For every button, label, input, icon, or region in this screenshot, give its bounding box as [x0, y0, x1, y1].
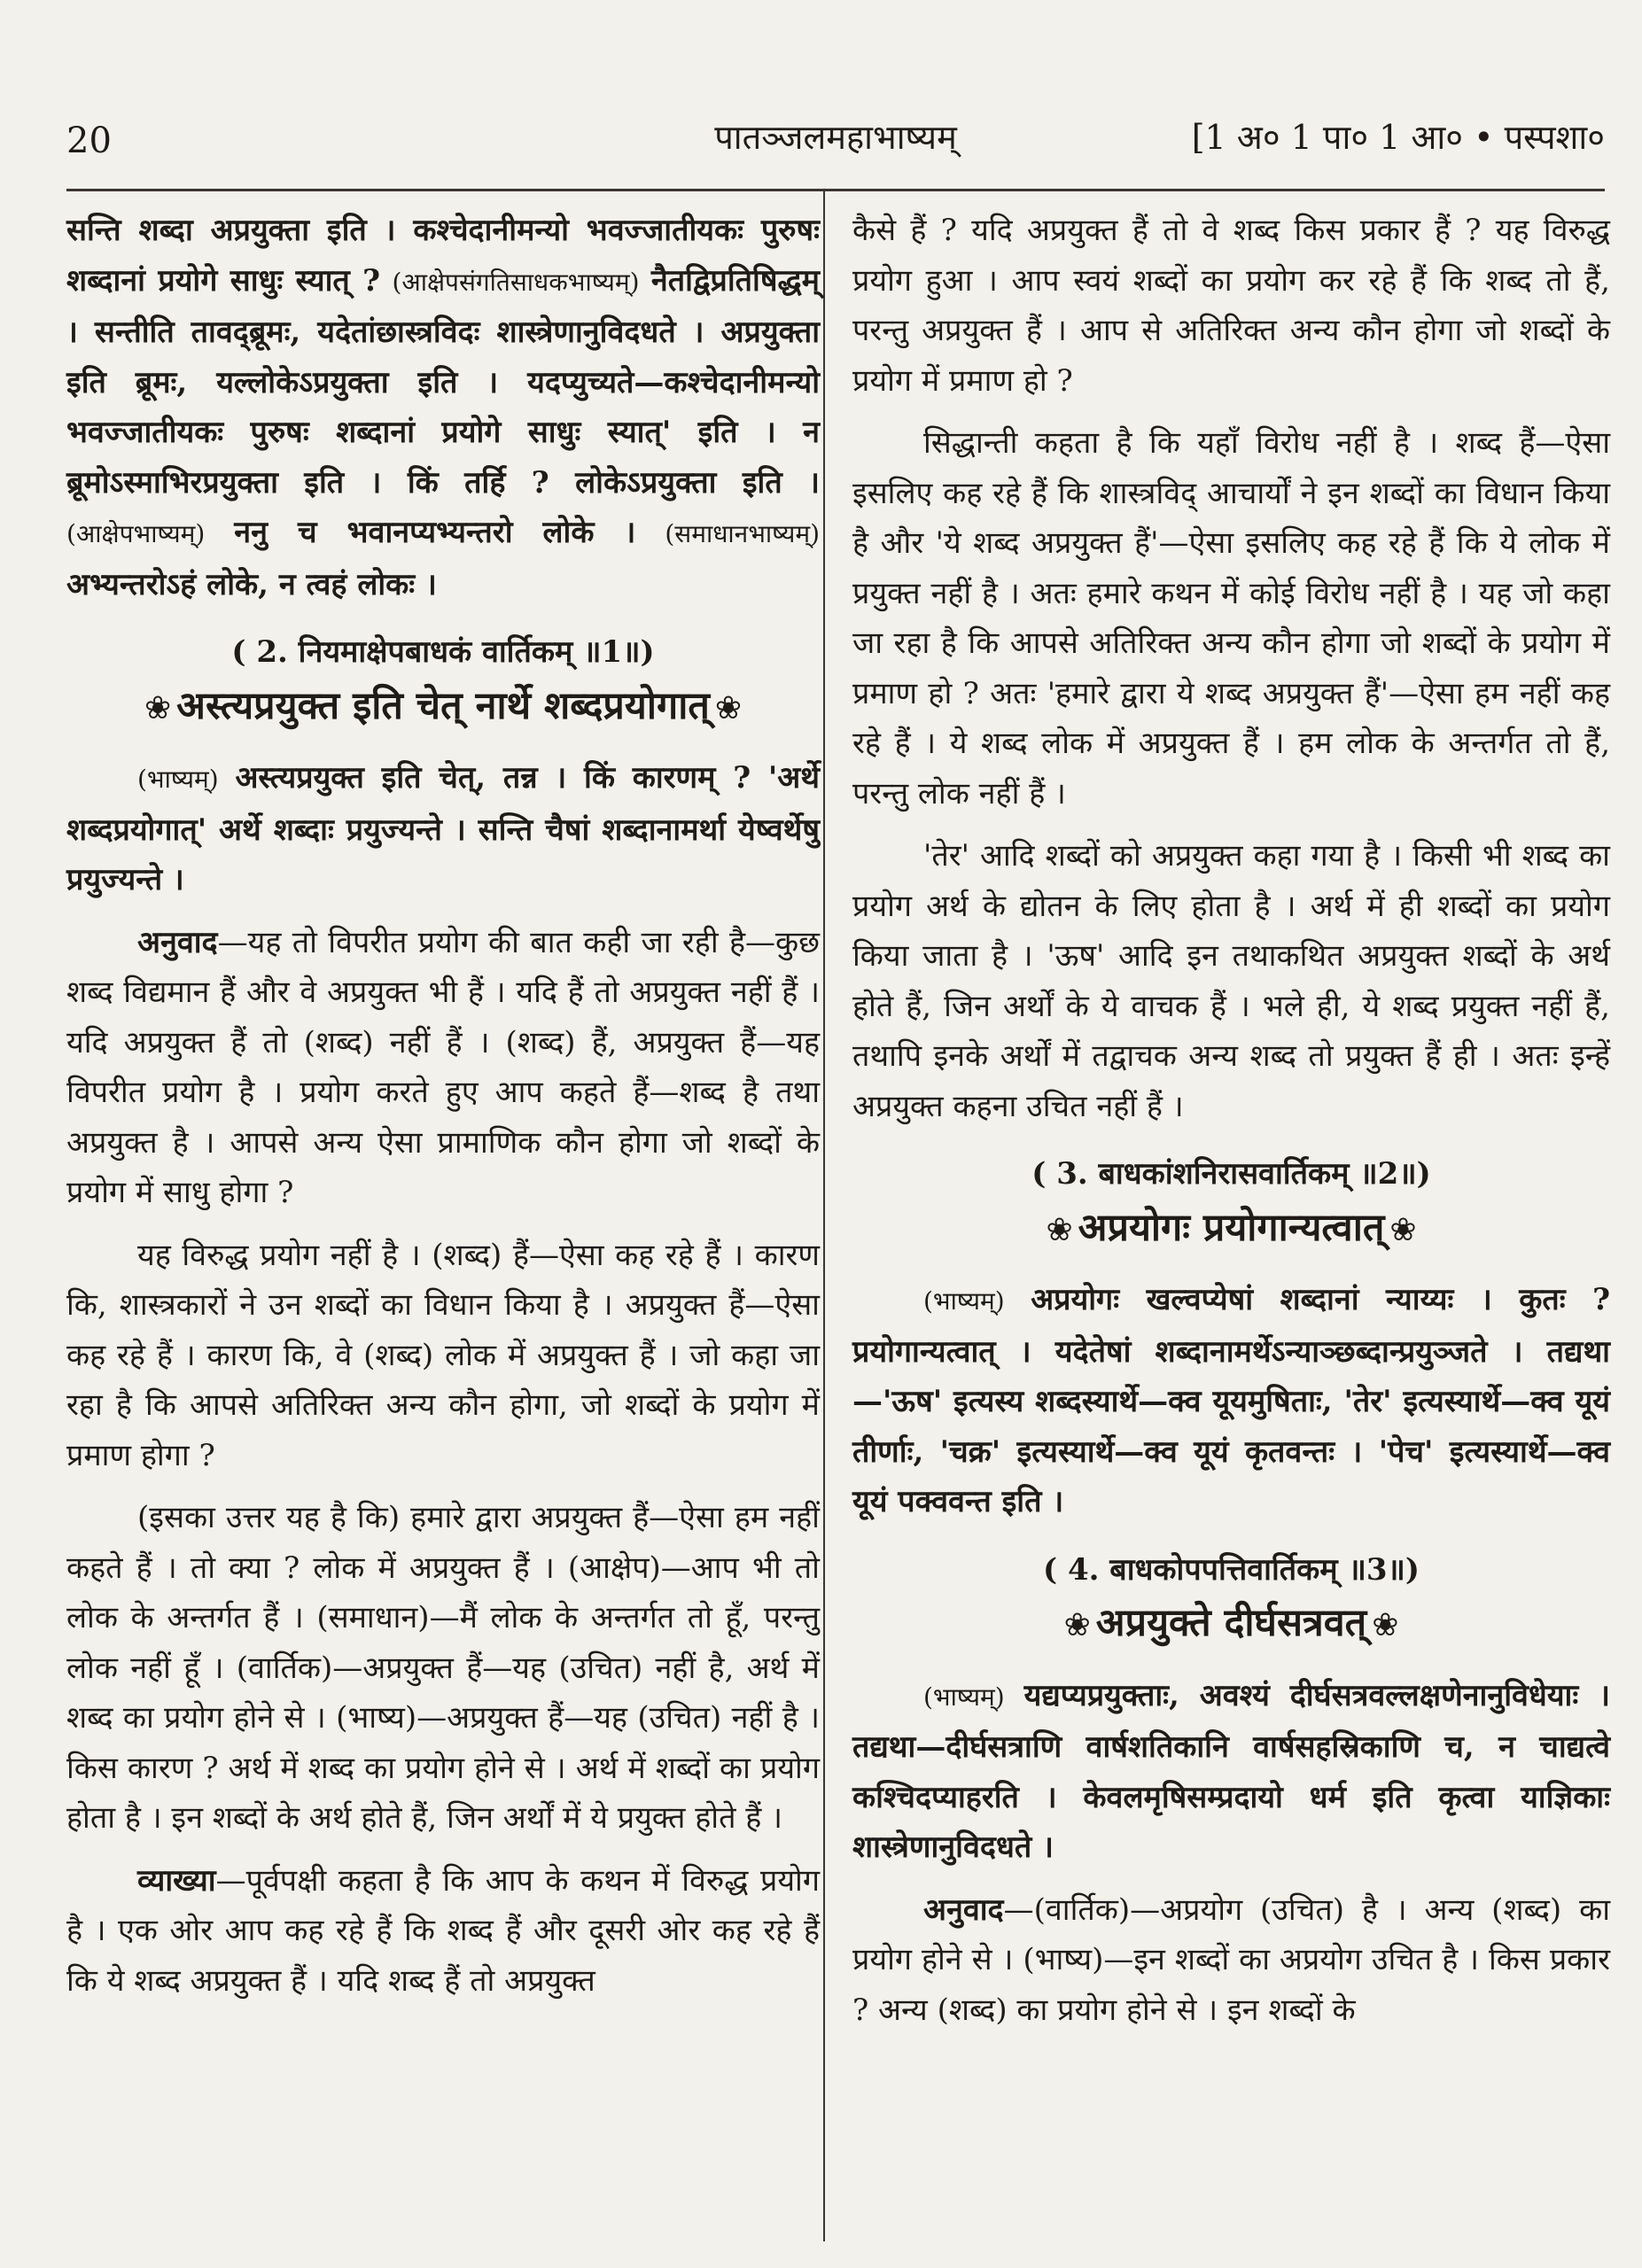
translation-paragraph: अनुवाद—यह तो विपरीत प्रयोग की बात कही जा रही है—कुछ शब्द विद्यमान हैं और वे अप्रयुक्त भी हैं । यदि हैं तो अप्रयुक्त नहीं हैं । यदि अप्रयुक्त हैं तो (शब्द) नहीं हैं । (शब्द) हैं, अप्रयुक्त हैं—यह विपरीत प्रयोग है । प्रयोग करते हुए आप कहते हैं—शब्द है तथा अप्रयुक्त है । आपसे अन्य ऐसा प्रामाणिक कौन होगा जो शब्दों के प्रयोग में साधु होगा ? [66, 924, 820, 1210]
right-column [852, 206, 1610, 2047]
section-heading: ( 2. नियमाक्षेपबाधकं वार्तिकम् ॥1॥) [231, 634, 655, 670]
vartika-sutra: ❀ अप्रयोगः प्रयोगान्यत्वात् ❀ [852, 1203, 1610, 1256]
bhashya-tag: (भाष्यम्) [923, 1286, 1005, 1316]
translation-paragraph: (इसका उत्तर यह है कि) हमारे द्वारा अप्रयुक्त हैं—ऐसा हम नहीं कहते हैं । तो क्या ? लोक में अप्रयुक्त हैं । (आक्षेप)—आप भी तो लोक के अन्तर्गत हैं । (समाधान)—मैं लोक के अन्तर्गत तो हूँ, परन्तु लोक नहीं हूँ । (वार्तिक)—अप्रयुक्त हैं—यह (उचित) नहीं है, अर्थ में शब्द का प्रयोग होने से । (भाष्य)—अप्रयुक्त हैं—यह (उचित) नहीं है । किस कारण ? अर्थ में शब्द का प्रयोग होने से । अर्थ में शब्दों का प्रयोग होता है । इन शब्दों के अर्थ होते हैं, जिन अर्थों में ये प्रयुक्त होते हैं । [66, 1500, 820, 1836]
page-header [66, 105, 1605, 167]
bhashya-tag: (समाधानभाष्यम्) [665, 519, 821, 548]
translation-paragraph: अनुवाद—(वार्तिक)—अप्रयोग (उचित) है । अन्य (शब्द) का प्रयोग होने से । (भाष्य)—इन शब्दों का अप्रयोग उचित है । किस प्रकार ? अन्य (शब्द) का प्रयोग होने से । इन शब्दों के [852, 1891, 1610, 2028]
column-divider [823, 189, 825, 2241]
paragraph-lead: अनुवाद [137, 924, 218, 960]
section-heading: ( 4. बाधकोपपत्तिवार्तिकम् ॥3॥) [1043, 1551, 1420, 1588]
commentary-paragraph: सिद्धान्ती कहता है कि यहाँ विरोध नहीं है । शब्द हैं—ऐसा इसलिए कह रहे हैं कि शास्त्रविद् आचार्यों ने इन शब्दों का विधान किया है और 'ये शब्द अप्रयुक्त हैं'—ऐसा इसलिए कह रहे हैं कि ये लोक में प्रयुक्त नहीं है । अतः हमारे कथन में कोई विरोध नहीं है । यह जो कहा जा रहा है कि आपसे अतिरिक्त अन्य कौन होगा जो शब्दों के प्रयोग में प्रमाण हो ? अतः 'हमारे द्वारा ये शब्द अप्रयुक्त हैं'—ऐसा हम नहीं कह रहे हैं । ये शब्द लोक में अप्रयुक्त हैं । हम लोक के अन्तर्गत तो हैं, परन्तु लोक नहीं हैं । [852, 425, 1610, 812]
flower-ornament-icon: ❀ [1372, 1607, 1399, 1643]
sanskrit-bhashya-passage: (भाष्यम्) अप्रयोगः खल्वप्येषां शब्दानां न्याय्यः । कुतः ? प्रयोगान्यत्वात् । यदेतेषां शब्दानामर्थेऽन्याञ्छब्दान्प्रयुञ्जते । तद्यथा—'ऊष' इत्यस्य शब्दस्यार्थे—क्व यूयमुषिताः, 'तेर' इत्यस्यार्थे—क्व यूयं तीर्णाः, 'चक्र' इत्यस्यार्थे—क्व यूयं कृतवन्तः । 'पेच' इत्यस्यार्थे—क्व यूयं पक्ववन्त इति । [852, 1282, 1610, 1519]
header-rule [66, 189, 1605, 191]
flower-ornament-icon: ❀ [1046, 1211, 1073, 1248]
bhashya-tag: (आक्षेपभाष्यम्) [66, 519, 206, 548]
commentary-paragraph: व्याख्या—पूर्वपक्षी कहता है कि आप के कथन में विरुद्ध प्रयोग है । एक ओर आप कह रहे हैं कि शब्द हैं और दूसरी ओर कह रहे हैं कि ये शब्द अप्रयुक्त हैं । यदि शब्द हैं तो अप्रयुक्त [66, 1862, 820, 1999]
page-number: 20 [66, 120, 112, 161]
sanskrit-bhashya-passage: (भाष्यम्) यद्यप्यप्रयुक्ताः, अवश्यं दीर्घसत्रवल्लक्षणेनानुविधेयाः । तद्यथा—दीर्घसत्राणि वार्षशतिकानि वार्षसहस्रिकाणि च, न चाद्यत्वे कश्चिदप्याहरति । केवलमृषिसम्प्रदायो धर्म इति कृत्वा याज्ञिकाः शास्त्रेणानुविदधते । [852, 1677, 1610, 1865]
vartika-sutra: ❀ अप्रयुक्ते दीर्घसत्रवत् ❀ [852, 1598, 1610, 1651]
translation-paragraph: यह विरुद्ध प्रयोग नहीं है । (शब्द) हैं—ऐसा कह रहे हैं । कारण कि, शास्त्रकारों ने उन शब्दों का विधान किया है । अप्रयुक्त हैं—ऐसा कह रहे हैं । कारण कि, वे (शब्द) लोक में अप्रयुक्त हैं । जो कहा जा रहा है कि आपसे अतिरिक्त अन्य कौन होगा, जो शब्दों के प्रयोग में प्रमाण होगा ? [66, 1237, 820, 1473]
paragraph-lead: व्याख्या [137, 1862, 216, 1899]
bhashya-tag: (आक्षेपसंगतिसाधकभाष्यम्) [392, 267, 640, 297]
left-column [66, 206, 820, 2018]
bhashya-tag: (भाष्यम्) [137, 765, 219, 794]
running-title: पातञ्जलमहाभाष्यम् [714, 118, 957, 157]
flower-ornament-icon: ❀ [1389, 1211, 1417, 1248]
bhashya-tag: (भाष्यम्) [923, 1682, 1005, 1712]
section-heading: ( 3. बाधकांशनिरासवार्तिकम् ॥2॥) [1031, 1156, 1431, 1192]
paragraph-lead: अनुवाद [923, 1891, 1004, 1928]
commentary-paragraph: कैसे हैं ? यदि अप्रयुक्त हैं तो वे शब्द किस प्रकार हैं ? यह विरुद्ध प्रयोग हुआ । आप स्वयं शब्दों का प्रयोग कर रहे हैं कि शब्द तो हैं, परन्तु अप्रयुक्त हैं । आप से अतिरिक्त अन्य कौन होगा जो शब्दों के प्रयोग में प्रमाण हो ? [852, 213, 1610, 399]
commentary-paragraph: 'तेर' आदि शब्दों को अप्रयुक्त कहा गया है । किसी भी शब्द का प्रयोग अर्थ के द्योतन के लिए होता है । अर्थ में ही शब्दों का प्रयोग किया जाता है । 'ऊष' आदि इन तथाकथित अप्रयुक्त शब्दों के अर्थ होते हैं, जिन अर्थों के ये वाचक हैं । भले ही, ये शब्द प्रयुक्त नहीं हैं, तथापि इनके अर्थों में तद्वाचक अन्य शब्द तो प्रयुक्त हैं ही । अतः इन्हें अप्रयुक्त कहना उचित नहीं हैं । [852, 838, 1610, 1124]
flower-ornament-icon: ❀ [144, 689, 172, 726]
section-reference: [1 अ० 1 पा० 1 आ० • पस्पशा० [1191, 118, 1605, 157]
flower-ornament-icon: ❀ [1063, 1607, 1091, 1643]
flower-ornament-icon: ❀ [714, 689, 743, 726]
sanskrit-bhashya-passage: सन्ति शब्दा अप्रयुक्ता इति । कश्चेदानीमन्यो भवज्जातीयकः पुरुषः शब्दानां प्रयोगे साधुः स्यात् ? (आक्षेपसंगतिसाधकभाष्यम्) नैतद्विप्रतिषिद्धम् । सन्तीति तावद्ब्रूमः, यदेतांछास्त्रविदः शास्त्रेणानुविदधते । अप्रयुक्ता इति ब्रूमः, यल्लोकेऽप्रयुक्ता इति । यदप्युच्यते—कश्चेदानीमन्यो भवज्जातीयकः पुरुषः शब्दानां प्रयोगे साधुः स्यात्' इति । न ब्रूमोऽस्माभिरप्रयुक्ता इति । किं तर्हि ? लोकेऽप्रयुक्ता इति । (आक्षेपभाष्यम्) ननु च भवानप्यभ्यन्तरो लोके । (समाधानभाष्यम्) अभ्यन्तरोऽहं लोके, न त्वहं लोकः । [66, 213, 821, 602]
sanskrit-bhashya-passage: (भाष्यम्) अस्त्यप्रयुक्त इति चेत्, तन्न । किं कारणम् ? 'अर्थे शब्दप्रयोगात्' अर्थे शब्दाः प्रयुज्यन्ते । सन्ति चैषां शब्दानामर्था येष्वर्थेषु प्रयुज्यन्ते । [66, 760, 820, 897]
vartika-sutra: ❀ अस्त्यप्रयुक्त इति चेत् नार्थे शब्दप्रयोगात् ❀ [66, 681, 820, 734]
